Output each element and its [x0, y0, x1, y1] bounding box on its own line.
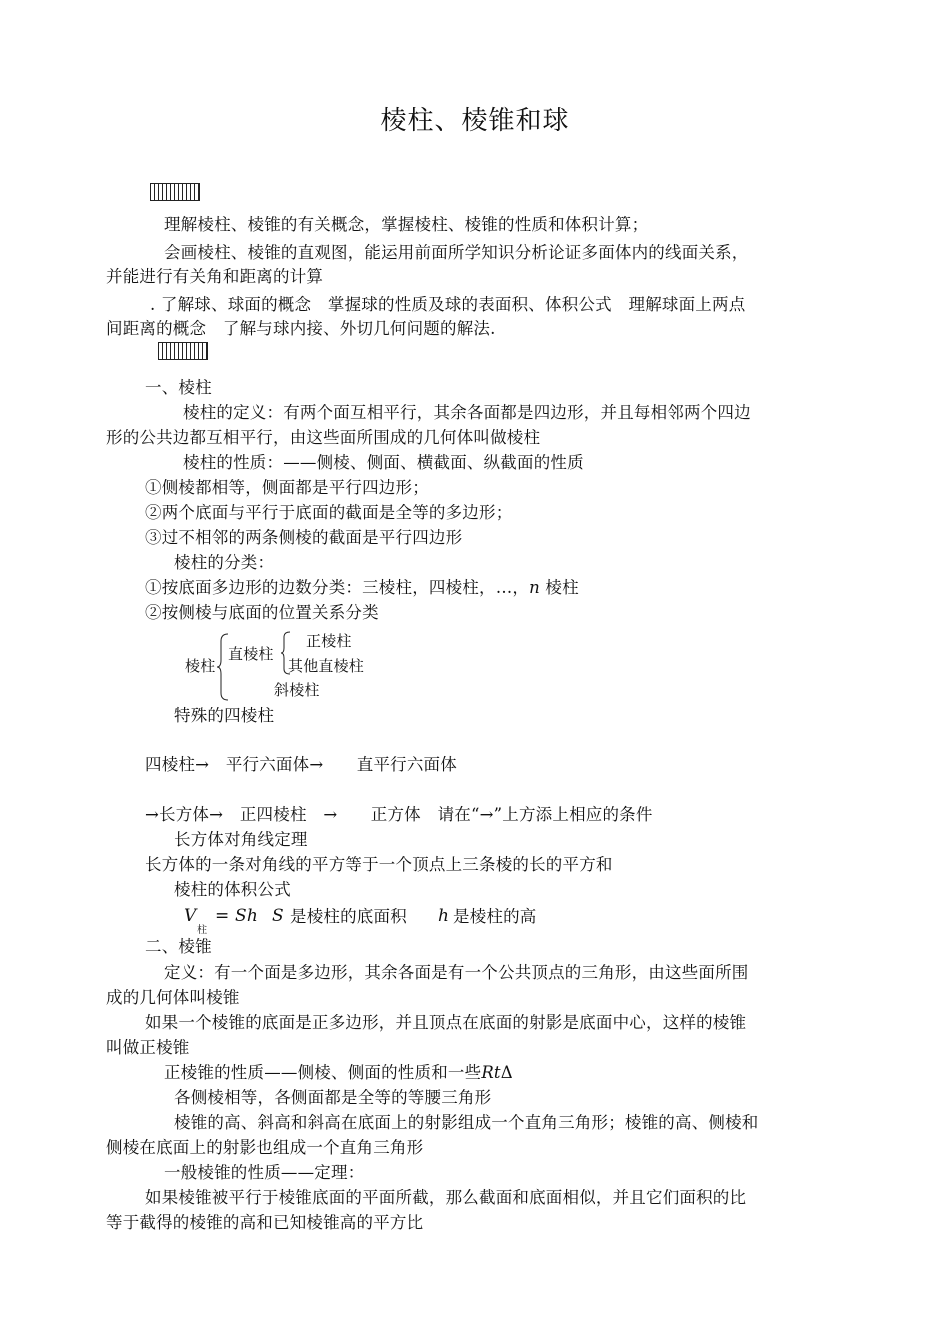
intro-p2b: 并能进行有关角和距离的计算	[106, 267, 324, 286]
general-pyramid: 一般棱锥的性质——定理：	[164, 1163, 365, 1182]
section1-heading: 一、棱柱	[145, 378, 212, 397]
pyramid-p1: 各侧棱相等，各侧面都是全等的等腰三角形	[174, 1088, 492, 1107]
prism-prop: 棱柱的性质：——侧棱、侧面、横截面、纵截面的性质	[183, 453, 584, 472]
prism-prop2: ②两个底面与平行于底面的截面是全等的多边形；	[145, 503, 513, 522]
prism-classification: 棱柱的分类：	[174, 553, 275, 572]
regular-pyramid-b: 叫做正棱锥	[106, 1038, 190, 1057]
general-theorem-a: 如果棱锥被平行于棱锥底面的平面所截，那么截面和底面相似，并且它们面积的比	[145, 1188, 747, 1207]
general-theorem-b: 等于截得的棱锥的高和已知棱锥高的平方比	[106, 1213, 424, 1232]
chain-line-2: →长方体→ 正四棱柱 → 正方体 请在“→”上方添上相应的条件	[145, 805, 653, 824]
formula-eq: = Sh	[215, 906, 259, 926]
special-prism: 特殊的四棱柱	[174, 706, 275, 725]
pyramid-def-b: 成的几何体叫棱锥	[106, 988, 240, 1007]
intro-p1: 理解棱柱、棱锥的有关概念，掌握棱柱、棱锥的性质和体积计算；	[164, 215, 649, 234]
diagonal-theorem: 长方体对角线定理	[174, 830, 308, 849]
tree-root: 棱柱	[185, 657, 216, 675]
tree-leaf-oblique: 斜棱柱	[274, 681, 320, 699]
formula-V: V	[184, 906, 197, 926]
volume-title: 棱柱的体积公式	[174, 880, 291, 899]
tree-leaf-regular: 正棱柱	[306, 632, 352, 650]
formula-h: h	[438, 906, 450, 926]
page-title: 棱柱、棱锥和球	[380, 106, 570, 136]
regular-pyramid-prop: 正棱锥的性质——侧棱、侧面的性质和一些RtΔ	[164, 1063, 513, 1082]
prism-def-a: 棱柱的定义：有两个面互相平行，其余各面都是四边形，并且每相邻两个四边	[183, 403, 751, 422]
formula-subscript: 柱	[197, 925, 207, 936]
intro-p3a: . 了解球、球面的概念 掌握球的性质及球的表面积、体积公式 理解球面上两点	[150, 295, 746, 314]
regular-pyramid-a: 如果一个棱锥的底面是正多边形，并且顶点在底面的射影是底面中心，这样的棱锥	[145, 1013, 747, 1032]
prism-def-b: 形的公共边都互相平行，由这些面所围成的几何体叫做棱柱	[106, 428, 541, 447]
prism-cls1: ①按底面多边形的边数分类：三棱柱，四棱柱，…，n 棱柱	[145, 578, 579, 597]
intro-p3b: 间距离的概念 了解与球内接、外切几何问题的解法.	[106, 319, 496, 338]
prism-cls2: ②按侧棱与底面的位置关系分类	[145, 603, 379, 622]
pyramid-p2a: 棱锥的高、斜高和斜高在底面上的射影组成一个直角三角形；棱锥的高、侧棱和	[174, 1113, 759, 1132]
formula-S: S	[272, 906, 284, 926]
pyramid-def-a: 定义：有一个面是多边形，其余各面是有一个公共顶点的三角形，由这些面所围	[164, 963, 749, 982]
prism-prop1: ①侧棱都相等，侧面都是平行四边形；	[145, 478, 429, 497]
tree-leaf-other: 其他直棱柱	[288, 657, 365, 675]
intro-p2a: 会画棱柱、棱锥的直观图，能运用前面所学知识分析论证多面体内的线面关系，	[164, 243, 749, 262]
placeholder-box-2	[158, 342, 208, 360]
prism-prop3: ③过不相邻的两条侧棱的截面是平行四边形	[145, 528, 463, 547]
formula-text1: 是棱柱的底面积	[290, 907, 407, 926]
placeholder-box-1	[150, 183, 200, 201]
chain-line-1: 四棱柱→ 平行六面体→ 直平行六面体	[145, 755, 457, 774]
section2-heading: 二、棱锥	[145, 937, 212, 956]
diagonal-text: 长方体的一条对角线的平方等于一个顶点上三条棱的长的平方和	[145, 855, 613, 874]
tree-mid: 直棱柱	[228, 645, 274, 663]
pyramid-p2b: 侧棱在底面上的射影也组成一个直角三角形	[106, 1138, 424, 1157]
formula-text2: 是棱柱的高	[453, 907, 537, 926]
